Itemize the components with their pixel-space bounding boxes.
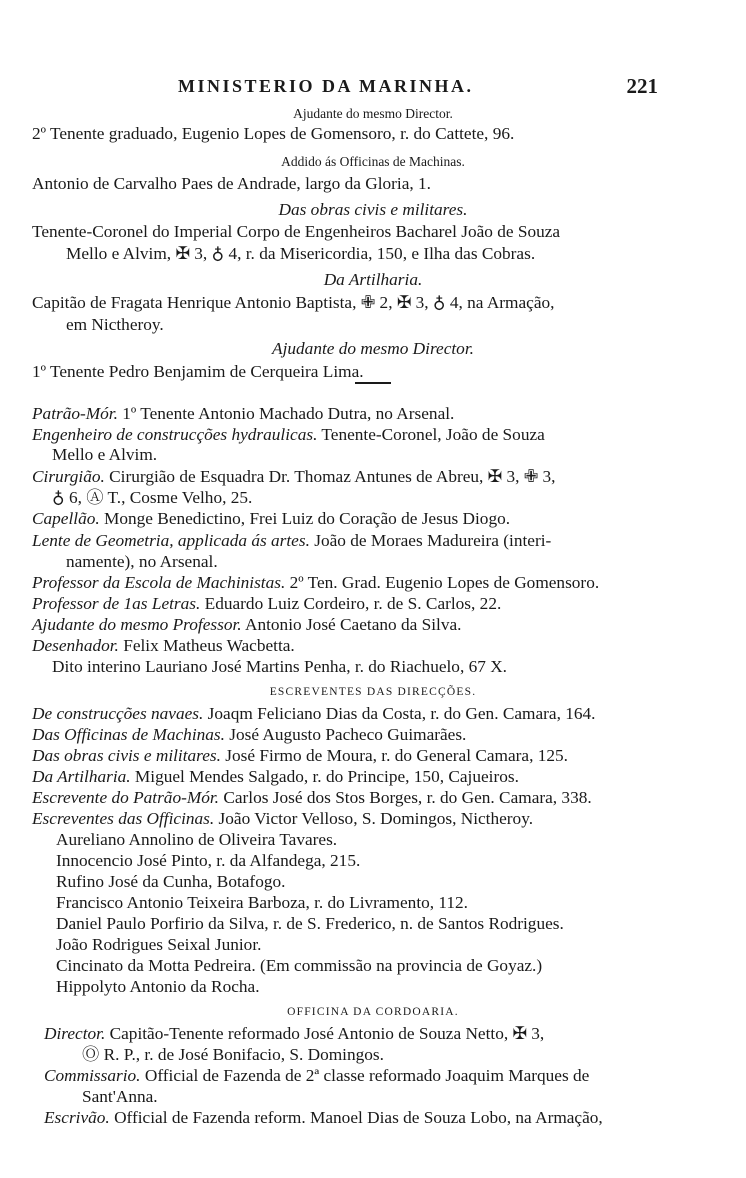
entry-line: Professor da Escola de Machinistas. 2º Ten. Grad. Eugenio Lopes de Gomensoro. — [32, 573, 600, 592]
entry-line: Daniel Paulo Porfirio da Silva, r. de S. Frederico, n. de Santos Rodrigues. — [56, 914, 564, 933]
entry-continuation: em Nictheroy. — [66, 315, 164, 334]
entry-line: Cincinato da Motta Pedreira. (Em commissão na provincia de Goyaz.) — [56, 956, 543, 975]
section-heading: OFFICINA DA CORDOARIA. — [287, 1006, 459, 1018]
section-heading: Ajudante do mesmo Director. — [272, 339, 474, 358]
entry-line: Antonio de Carvalho Paes de Andrade, largo da Gloria, 1. — [32, 174, 431, 193]
section-heading: Da Artilharia. — [323, 270, 423, 289]
entry-line: Tenente-Coronel do Imperial Corpo de Engenheiros Bacharel João de Souza — [32, 222, 561, 241]
entry-line: Engenheiro de construcções hydraulicas. Tenente-Coronel, João de Souza — [32, 425, 545, 444]
entry-line: Ajudante do mesmo Professor. Antonio José Caetano da Silva. — [32, 615, 462, 634]
entry-line: Aureliano Annolino de Oliveira Tavares. — [56, 830, 338, 849]
entry-continuation: namente), no Arsenal. — [66, 552, 218, 571]
section-heading: Das obras civis e militares. — [278, 200, 468, 219]
entry-line: De construcções navaes. Joaqm Feliciano Dias da Costa, r. do Gen. Camara, 164. — [32, 704, 596, 723]
entry-line: Escreventes das Officinas. João Victor Velloso, S. Domingos, Nictheroy. — [32, 809, 534, 828]
entry-line: Innocencio José Pinto, r. da Alfandega, 215. — [56, 851, 361, 870]
section-divider — [355, 382, 391, 384]
entry-line: 1º Tenente Pedro Benjamim de Cerqueira Lima. — [32, 362, 364, 381]
entry-continuation: Sant'Anna. — [82, 1087, 158, 1106]
section-heading: ESCREVENTES DAS DIRECÇÕES. — [269, 686, 477, 698]
entry-line: Dito interino Lauriano José Martins Penha, r. do Riachuelo, 67 X. — [52, 657, 507, 676]
entry-line: João Rodrigues Seixal Junior. — [56, 935, 262, 954]
entry-line: Commissario. Official de Fazenda de 2ª classe reformado Joaquim Marques de — [44, 1066, 590, 1085]
entry-continuation: Mello e Alvim, ✠ 3, ♁ 4, r. da Misericordia, 150, e Ilha das Cobras. — [66, 244, 536, 263]
entry-line: Rufino José da Cunha, Botafogo. — [56, 872, 286, 891]
entry-line: Hippolyto Antonio da Rocha. — [56, 977, 260, 996]
entry-line: Desenhador. Felix Matheus Wacbetta. — [32, 636, 295, 655]
entry-line: Escrivão. Official de Fazenda reform. Manoel Dias de Souza Lobo, na Armação, — [44, 1108, 603, 1127]
entry-line: Das obras civis e militares. José Firmo de Moura, r. do General Camara, 125. — [32, 746, 568, 765]
running-title: MINISTERIO DA MARINHA. — [178, 76, 474, 96]
entry-line: Lente de Geometria, applicada ás artes. João de Moraes Madureira (interi- — [32, 531, 552, 550]
entry-line: Capitão de Fragata Henrique Antonio Baptista, ✙ 2, ✠ 3, ♁ 4, na Armação, — [32, 293, 555, 312]
entry-line: Director. Capitão-Tenente reformado José Antonio de Souza Netto, ✠ 3, — [44, 1024, 545, 1043]
entry-continuation: Ⓞ R. P., r. de José Bonifacio, S. Domingos. — [82, 1045, 384, 1064]
entry-continuation: Mello e Alvim. — [52, 445, 158, 464]
page-number: 221 — [626, 74, 658, 98]
entry-line: Escrevente do Patrão-Mór. Carlos José dos Stos Borges, r. do Gen. Camara, 338. — [32, 788, 592, 807]
entry-line: Capellão. Monge Benedictino, Frei Luiz do Coração de Jesus Diogo. — [32, 509, 511, 528]
section-heading: Ajudante do mesmo Director. — [293, 106, 453, 121]
entry-line: 2º Tenente graduado, Eugenio Lopes de Gomensoro, r. do Cattete, 96. — [32, 124, 515, 143]
entry-line: Francisco Antonio Teixeira Barboza, r. do Livramento, 112. — [56, 893, 468, 912]
entry-line: Cirurgião. Cirurgião de Esquadra Dr. Thomaz Antunes de Abreu, ✠ 3, ✙ 3, — [32, 467, 556, 486]
page-header — [0, 76, 746, 102]
entry-continuation: ♁ 6, Ⓐ T., Cosme Velho, 25. — [52, 488, 253, 507]
section-heading: Addido ás Officinas de Machinas. — [281, 154, 465, 169]
entry-line: Da Artilharia. Miguel Mendes Salgado, r. do Principe, 150, Cajueiros. — [32, 767, 519, 786]
entry-line: Das Officinas de Machinas. José Augusto Pacheco Guimarães. — [32, 725, 467, 744]
entry-line: Professor de 1as Letras. Eduardo Luiz Cordeiro, r. de S. Carlos, 22. — [32, 594, 502, 613]
entry-line: Patrão-Mór. 1º Tenente Antonio Machado Dutra, no Arsenal. — [32, 404, 455, 423]
